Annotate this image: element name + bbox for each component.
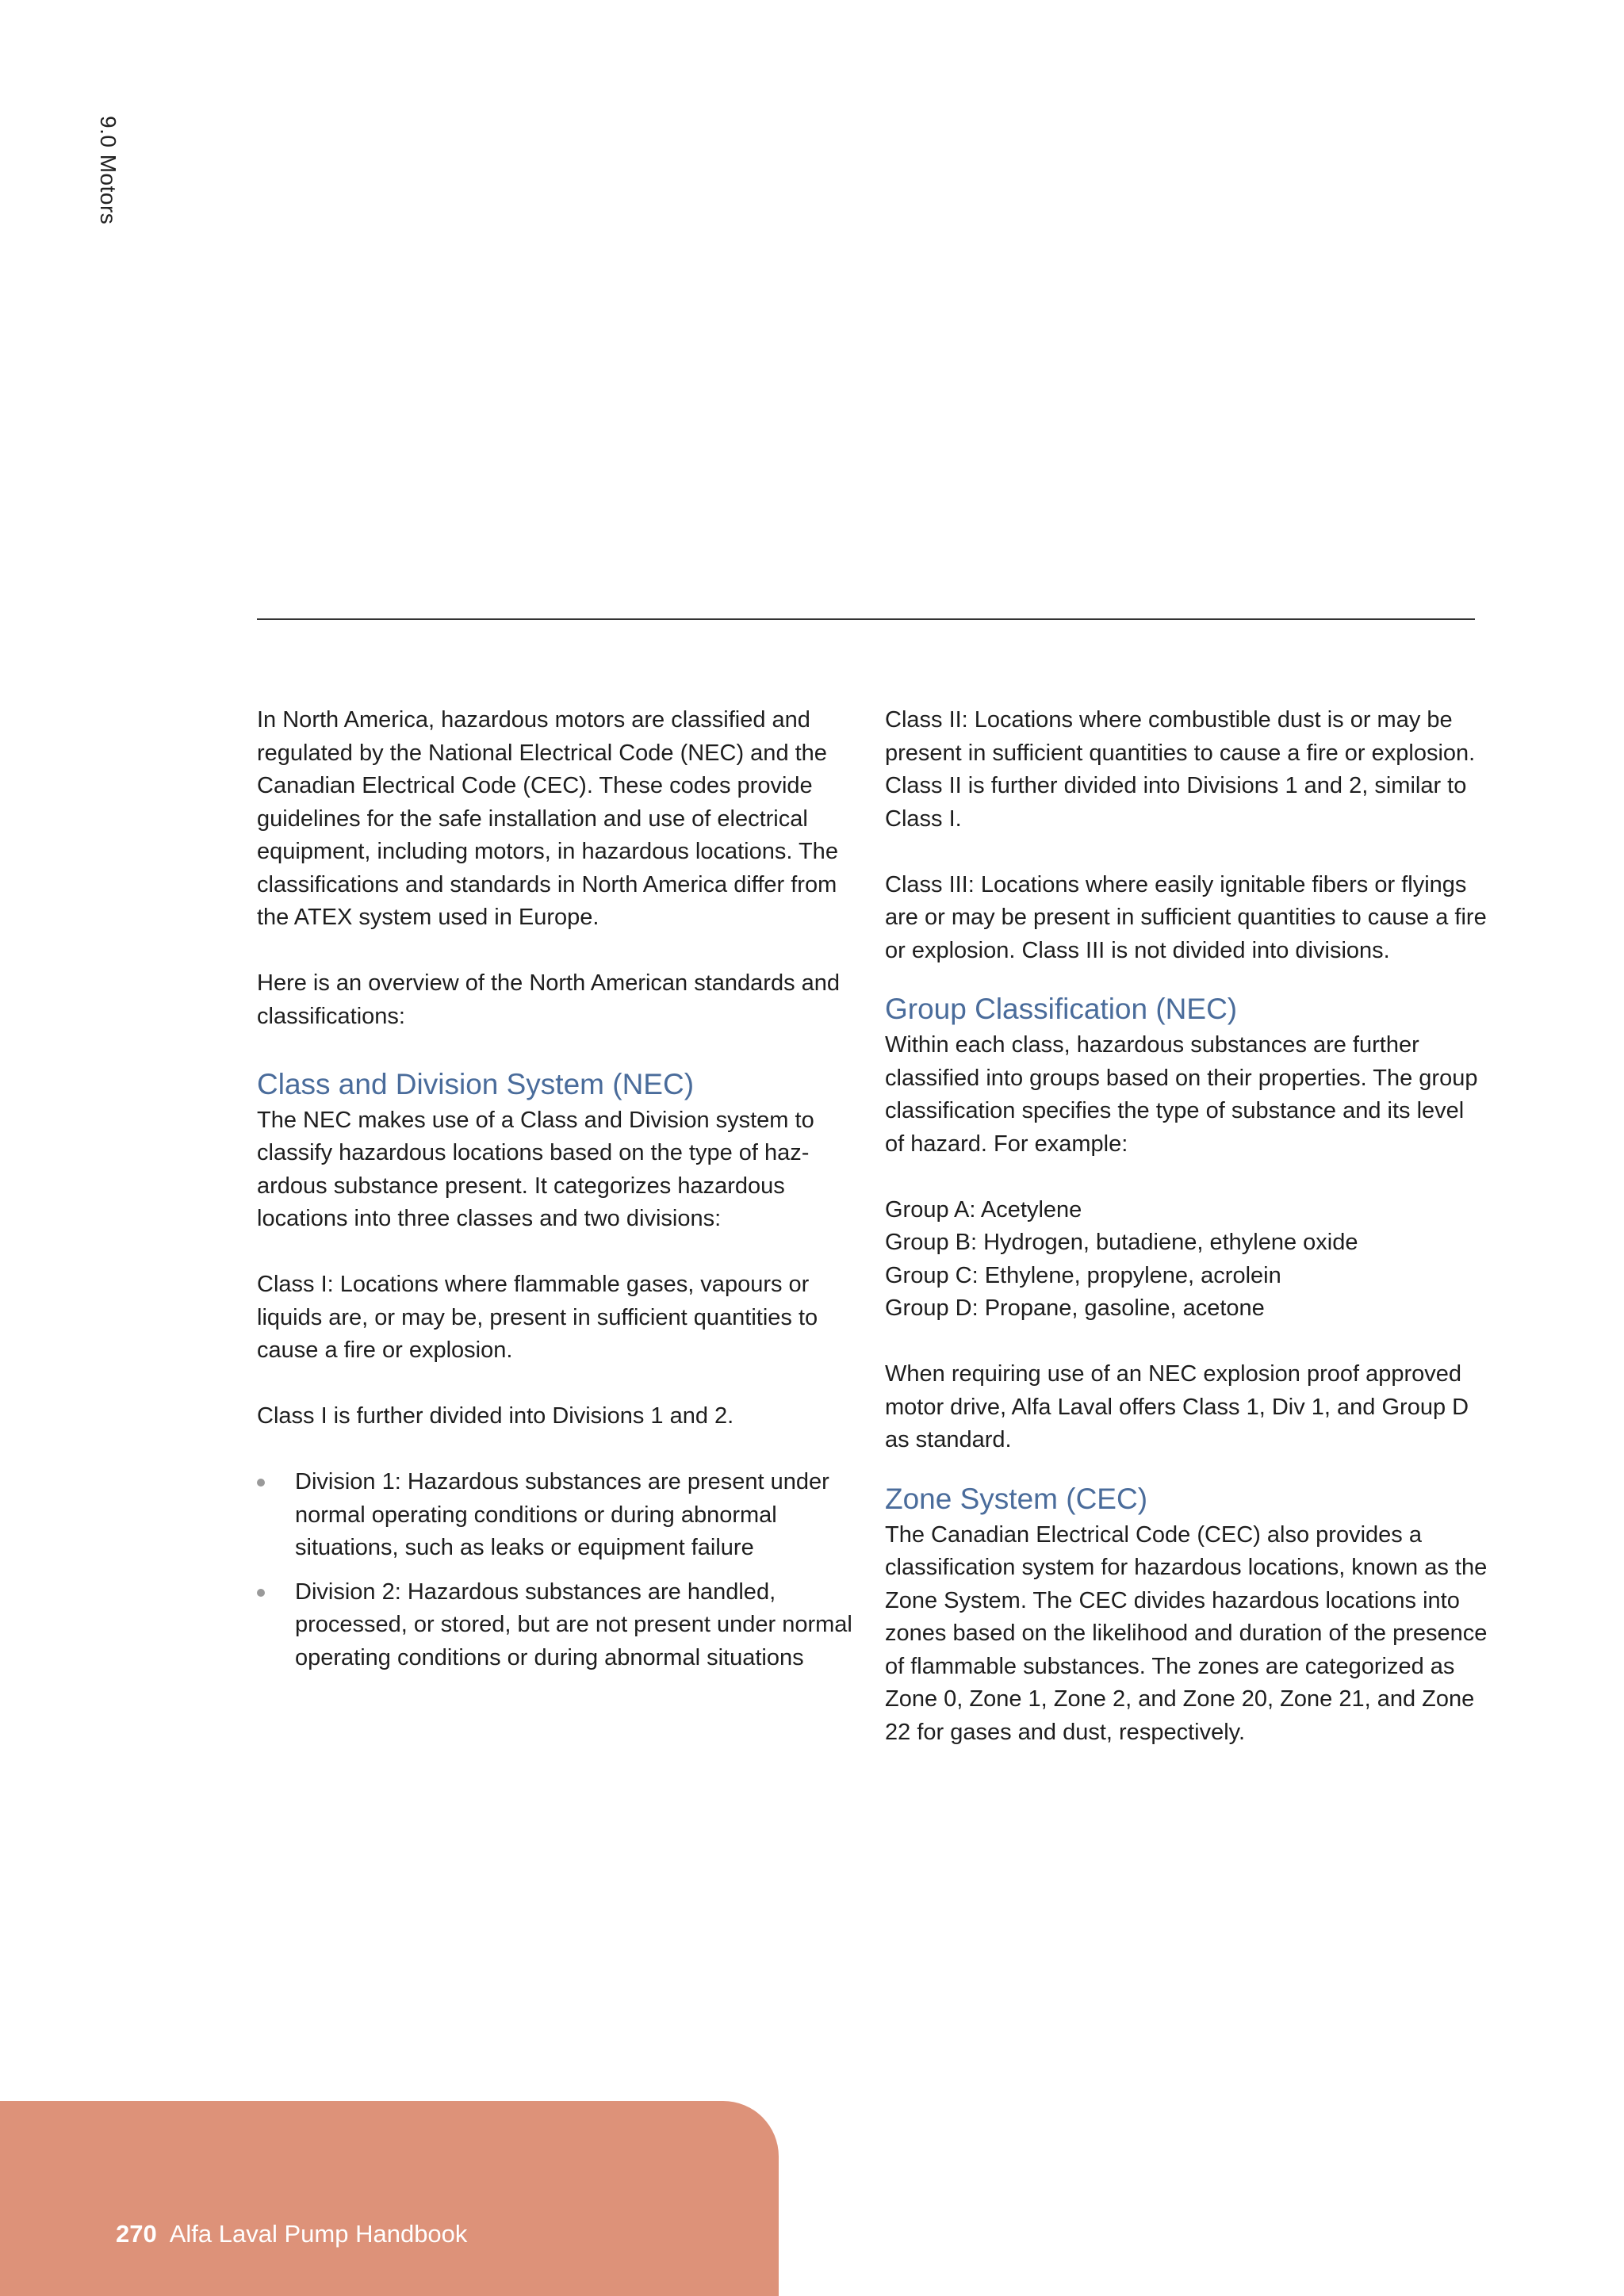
class-one-paragraph: Class I: Locations where flammable gases, vapours or liquids are, or may be, present in sufficient quantities to cause a fire or explosion. bbox=[257, 1272, 818, 1363]
page-number: 270 bbox=[116, 2220, 157, 2248]
class-one-division-paragraph: Class I is further divided into Divisions 1 and 2. bbox=[257, 1403, 734, 1429]
zone-paragraph: The Canadian Electrical Code (CEC) also provides a classification system for hazardous locations, known as the Zone System. The CEC divides hazardous locations into zones based on the likelihood and duration of the presence of flammable substances. The zones are categorized as Zone 0, Zone 1, Zone 2, and Zone 20, Zone 21, and Zone 22 for gases and dust, respectively. bbox=[885, 1521, 1488, 1745]
zone-system-heading: Zone System (CEC) bbox=[885, 1482, 1148, 1515]
list-item: Division 2: Hazardous substances are handled, processed, or stored, but are not present under normal operating conditions or during abnormal situations bbox=[257, 1576, 860, 1675]
list-item: Group B: Hydrogen, butadiene, ethylene oxide bbox=[885, 1230, 1358, 1255]
footer bbox=[116, 2220, 467, 2248]
list-item: Group D: Propane, gasoline, acetone bbox=[885, 1295, 1265, 1321]
right-column bbox=[885, 704, 1488, 1782]
handbook-title: Alfa Laval Pump Handbook bbox=[169, 2220, 468, 2248]
section-divider bbox=[257, 618, 1475, 620]
group-list bbox=[885, 1194, 1488, 1326]
footer-band bbox=[0, 2101, 779, 2296]
list-item: Group A: Acetylene bbox=[885, 1196, 1082, 1223]
list-item: Division 1: Hazardous substances are present under normal operating conditions or during abnormal situations, such as leaks or equipment failure bbox=[257, 1466, 860, 1565]
chapter-side-label: 9.0 Motors bbox=[96, 116, 121, 225]
list-item: Group C: Ethylene, propylene, acrolein bbox=[885, 1262, 1281, 1288]
group-classification-heading: Group Classification (NEC) bbox=[885, 993, 1238, 1025]
class-division-heading: Class and Division System (NEC) bbox=[257, 1067, 695, 1100]
intro-paragraph: In North America, hazardous motors are classified and regulated by the National Electrical Code (NEC) and the Canadian Electrical Code (CEC). These codes provide guidelines for the safe installation and use of electrical equipment, including motors, in hazardous locations. The classifications and standards in North America differ from the ATEX system used in Europe. bbox=[257, 707, 838, 930]
nec-offer-paragraph: When requiring use of an NEC explosion proof approved motor drive, Alfa Laval offers Class 1, Div 1, and Group D as standard. bbox=[885, 1361, 1469, 1452]
class-two-paragraph: Class II: Locations where combustible dust is or may be present in sufficient quantities to cause a fire or explosion. Class II is further divided into Divisions 1 and 2, similar to Class I. bbox=[885, 707, 1476, 832]
group-paragraph: Within each class, hazardous substances are further classified into groups based on their properties. The group classification specifies the type of substance and its level of hazard. For example: bbox=[885, 1032, 1478, 1157]
class-three-paragraph: Class III: Locations where easily ignitable fibers or flyings are or may be present in sufficient quantities to cause a fire or explosion. Class III is not divided into divisions. bbox=[885, 871, 1487, 963]
nec-paragraph: The NEC makes use of a Class and Division system to classify hazardous locations based on the type of hazardous substance present. It categorizes hazardous locations into three classes and two divisions: bbox=[257, 1107, 814, 1231]
division-list bbox=[257, 1466, 860, 1674]
overview-paragraph: Here is an overview of the North American standards and classifications: bbox=[257, 970, 841, 1029]
left-column bbox=[257, 704, 860, 1686]
